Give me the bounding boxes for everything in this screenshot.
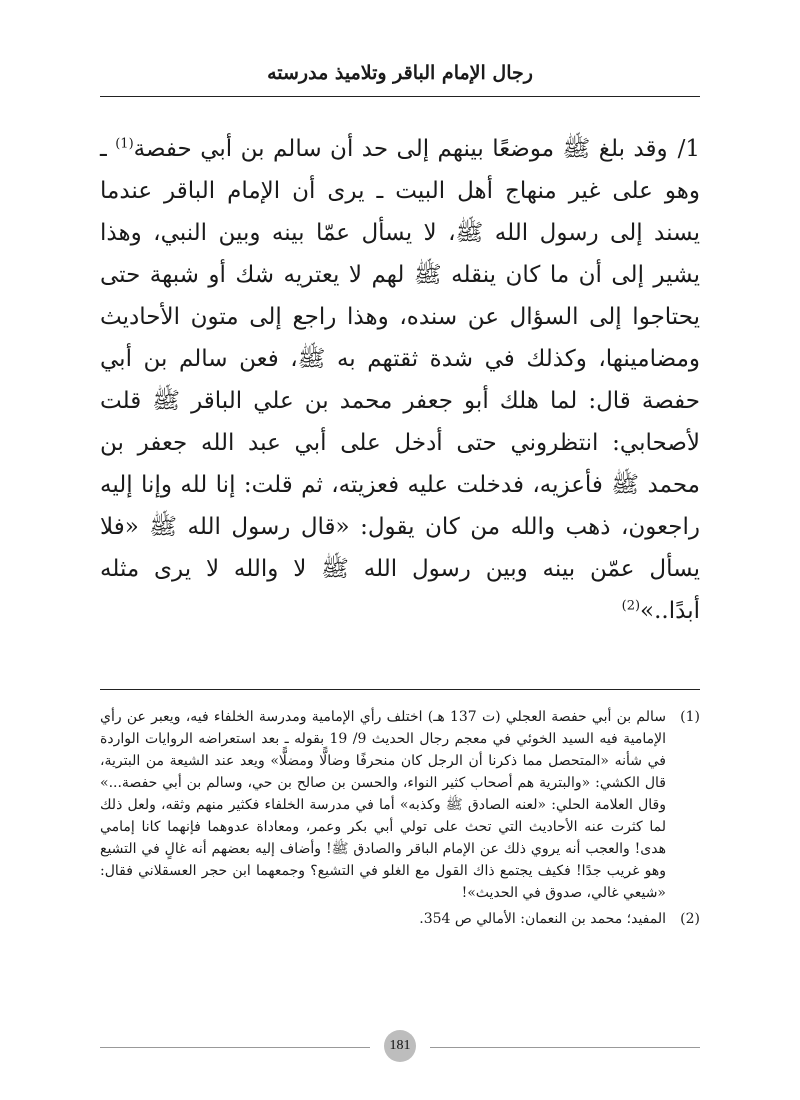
footnote-text: المفيد؛ محمد بن النعمان: الأمالي ص 354. <box>419 911 666 927</box>
body-paragraph <box>100 128 700 632</box>
footnote-number: (1) <box>680 709 700 725</box>
footnote-number: (2) <box>680 911 700 927</box>
footnote-ref-2: (2) <box>621 598 641 614</box>
running-header: رجال الإمام الباقر وتلاميذ مدرسته <box>267 62 533 84</box>
footnotes <box>100 706 700 934</box>
paragraph-text-rest: ـ وهو على غير منهاج أهل البيت ـ يرى أن الإمام الباقر عندما يسند إلى رسول الله ﷺ، لا يسأل عمّا بينه وبين النبي، وهذا يشير إلى أن ما كان ينقله ﷺ لهم لا يعتريه شك أو شبهة حتى يحتاجوا إلى السؤال عن سنده، وهذا راجع إلى متون الأحاديث ومضامينها، وكذلك في شدة ثقتهم به ﷺ، فعن سالم بن أبي حفصة قال: لما هلك أبو جعفر محمد بن علي الباقر ﷺ قلت لأصحابي: انتظروني حتى أدخل على أبي عبد الله جعفر بن محمد ﷺ فأعزيه، فدخلت عليه فعزيته، ثم قلت: إنا لله وإنا إليه راجعون، ذهب والله من كان يقول: «قال رسول الله ﷺ «فلا يسأل عمّن بينه وبين رسول الله ﷺ لا والله لا يرى مثله أبدًا..» <box>100 136 700 624</box>
paragraph-number: 1/ <box>677 136 700 162</box>
header-rule <box>100 96 700 97</box>
footnote-text: سالم بن أبي حفصة العجلي (ت 137 هـ) اختلف رأي الإمامية ومدرسة الخلفاء فيه، ويعبر عن رأي الإمامية فيه السيد الخوئي في معجم رجال الحديث 9/ 19 بقوله ـ بعد استعراضه الروايات الواردة في شأنه «المتحصل مما ذكرنا أن الرجل كان منحرفًا وضالًّا ومضلًّا» ويعد عند الشيعة من البترية، قال الكشي: «والبترية هم أصحاب كثير النواء، والحسن بن صالح بن حي، وسالم بن أبي حفصة...» وقال العلامة الحلي: «لعنه الصادق ﷺ وكذبه» أما في مدرسة الخلفاء فكثير منهم وثقه، ولعل ذلك لما كثرت عنه الأحاديث التي تحث على تولي أبي بكر وعمر، ومعاداة عدوهما فإنهما كانا إمامي هدى! والعجب أنه يروي ذلك عن الإمام الباقر والصادق ﷺ! وأضاف إليه بعضهم أنه غالٍ في التشيع وهو غريب جدًا! فكيف يجتمع ذاك القول مع الغلو في التشيع؟ وجمعهما ابن حجر العسقلاني فقال: «شيعي غالي، صدوق في الحديث»! <box>100 709 666 901</box>
footnote-1 <box>100 706 700 904</box>
paragraph-text-start: وقد بلغ ﷺ موضعًا بينهم إلى حد أن سالم بن أبي حفصة <box>133 136 668 162</box>
footnote-rule <box>100 689 700 690</box>
folio-rule-right <box>430 1047 700 1048</box>
folio-rule-left <box>100 1047 370 1048</box>
main-text <box>100 128 700 632</box>
footnote-2 <box>100 908 700 930</box>
footnote-ref-1: (1) <box>115 136 134 152</box>
page-number: 181 <box>384 1030 416 1062</box>
